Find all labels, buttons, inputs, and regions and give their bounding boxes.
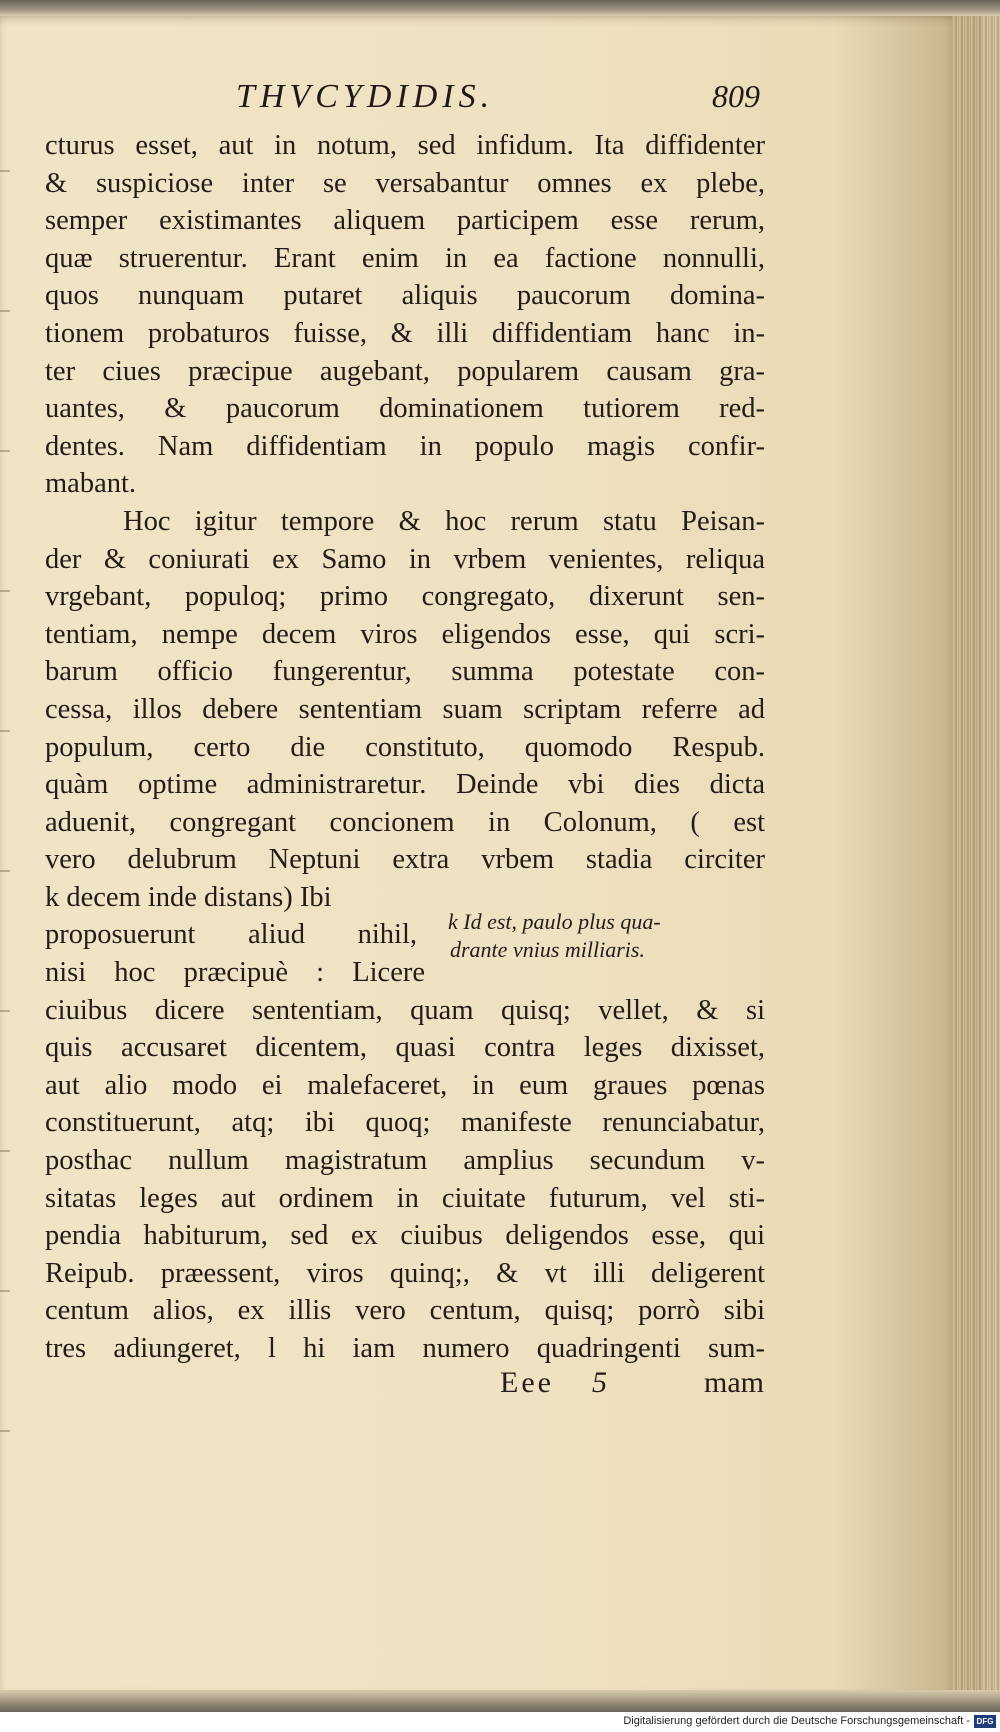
text-line: vero delubrum Neptuni extra vrbem stadia circiter <box>45 844 765 876</box>
text-line: posthac nullum magistratum amplius secundum v- <box>45 1145 765 1177</box>
text-line: tentiam, nempe decem viros eligendos esse, qui scri- <box>45 618 765 650</box>
margin-note-line: drante vnius milliaris. <box>450 937 645 962</box>
text-line-short: k decem inde distans) Ibi <box>45 881 332 913</box>
page-header <box>0 78 1000 118</box>
signature-number: 5 <box>592 1366 607 1399</box>
text-line: centum alios, ex illis vero centum, quisq; porrò sibi <box>45 1295 765 1327</box>
text-line: dentes. Nam diffidentiam in populo magis confir- <box>45 430 765 462</box>
text-line: quos nunquam putaret aliquis paucorum domina- <box>45 280 765 312</box>
page-edges <box>952 14 1000 1704</box>
digitization-credit: Digitalisierung gefördert durch die Deutsche Forschungsgemeinschaft - <box>623 1715 970 1727</box>
text-line: cturus esset, aut in notum, sed infidum. Ita diffidenter <box>45 130 765 161</box>
margin-note <box>448 908 764 964</box>
text-line: tionem probaturos fuisse, & illi diffidentiam hanc in- <box>45 317 765 349</box>
running-title: THVCYDIDIS. <box>236 78 495 115</box>
text-line: quàm optime administraretur. Deinde vbi dies dicta <box>45 769 765 801</box>
text-line: cessa, illos debere sententiam suam scriptam referre ad <box>45 693 765 725</box>
text-line: uantes, & paucorum dominationem tutiorem red- <box>45 393 765 425</box>
text-line: pendia habiturum, sed ex ciuibus deligendos esse, qui <box>45 1220 765 1252</box>
main-text <box>45 127 765 1368</box>
margin-note-line: k Id est, paulo plus qua- <box>448 909 661 934</box>
text-line: quis accusaret dicentem, quasi contra leges dixisset, <box>45 1032 765 1064</box>
text-line: constituerunt, atq; ibi quoq; manifeste renunciabatur, <box>45 1107 765 1139</box>
digitization-footer <box>0 1712 1000 1732</box>
text-line: semper existimantes aliquem participem esse rerum, <box>45 205 765 237</box>
text-line: der & coniurati ex Samo in vrbem venientes, reliqua <box>45 543 765 575</box>
page-number: 809 <box>712 78 760 114</box>
text-line: aut alio modo ei malefaceret, in eum graues pœnas <box>45 1069 765 1101</box>
text-line: ciuibus dicere sententiam, quam quisq; vellet, & si <box>45 994 765 1026</box>
text-line: aduenit, congregant concionem in Colonum, ( est <box>45 806 765 838</box>
scanner-bottom-edge <box>0 1690 1000 1712</box>
paragraph-start-line: Hoc igitur tempore & hoc rerum statu Peisan- <box>123 505 765 537</box>
text-line: sitatas leges aut ordinem in ciuitate futurum, vel sti- <box>45 1182 765 1214</box>
text-line: vrgebant, populoq; primo congregato, dixerunt sen- <box>45 581 765 613</box>
page-footer <box>500 1366 764 1406</box>
dfg-logo-icon: DFG <box>974 1715 996 1728</box>
scanner-top-edge <box>0 0 1000 16</box>
text-line: & suspiciose inter se versabantur omnes ex plebe, <box>45 167 765 199</box>
text-line-short: nisi hoc præcipuè : Licere <box>45 957 425 989</box>
text-line-short: proposuerunt aliud nihil, <box>45 919 417 951</box>
text-line: mabant. <box>45 468 137 500</box>
text-line: quæ struerentur. Erant enim in ea factione nonnulli, <box>45 242 765 274</box>
text-line: ter ciues præcipue augebant, popularem causam gra- <box>45 355 765 387</box>
text-line: tres adiungeret, l hi iam numero quadringenti sum- <box>45 1333 765 1364</box>
text-line: Reipub. præessent, viros quinq;, & vt illi deligerent <box>45 1257 765 1289</box>
signature-mark: Eee <box>500 1366 554 1399</box>
catchword: mam <box>704 1366 764 1399</box>
text-line: barum officio fungerentur, summa potestate con- <box>45 656 765 688</box>
binding-gutter <box>0 100 10 1500</box>
text-line: populum, certo die constituto, quomodo Respub. <box>45 731 765 763</box>
